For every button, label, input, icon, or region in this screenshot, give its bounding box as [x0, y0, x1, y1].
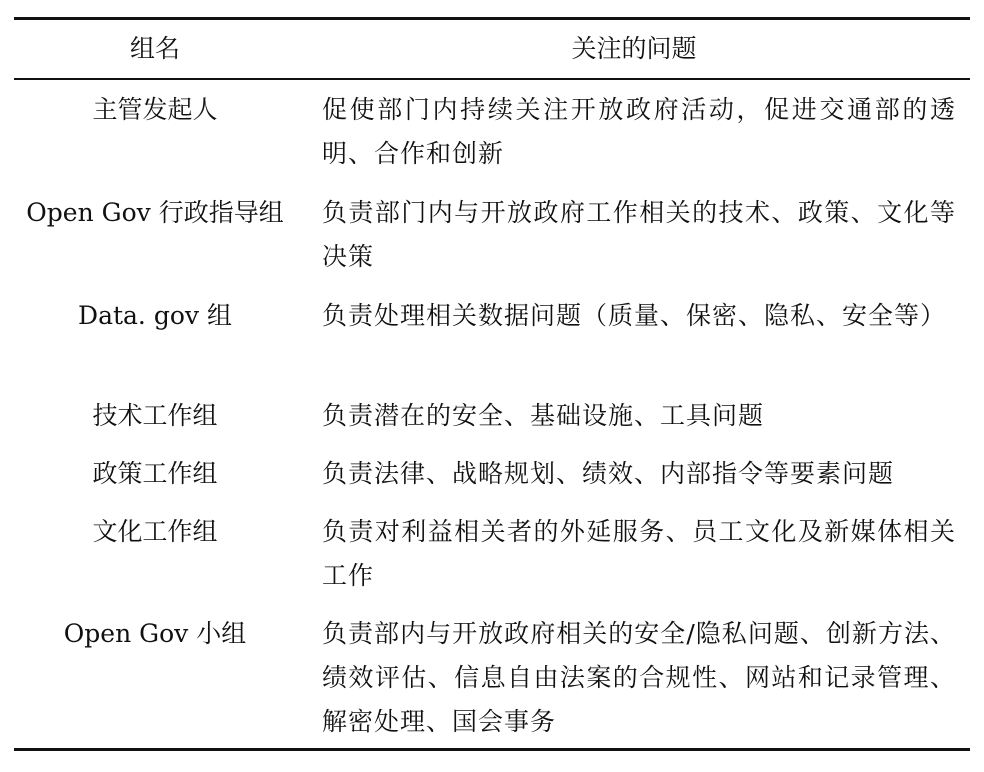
focus-issue-cell: 负责部内与开放政府相关的安全/隐私问题、创新方法、绩效评估、信息自由法案的合规性、网站和记录管理、解密处理、国会事务	[322, 619, 956, 736]
group-name-cell: 主管发起人	[92, 95, 218, 124]
focus-issue-cell: 负责对利益相关者的外延服务、员工文化及新媒体相关工作	[322, 517, 956, 590]
table-header-rule	[14, 78, 970, 80]
group-name-cell: 文化工作组	[92, 517, 218, 546]
group-name-cell: 技术工作组	[92, 401, 218, 430]
group-name-cell: Open Gov 小组	[63, 619, 247, 648]
group-name-cell: 政策工作组	[92, 459, 218, 488]
focus-issue-cell: 负责处理相关数据问题（质量、保密、隐私、安全等）	[322, 301, 947, 330]
table-top-rule	[14, 17, 970, 20]
header-focus-issues: 关注的问题	[571, 34, 697, 63]
focus-issue-cell: 负责法律、战略规划、绩效、内部指令等要素问题	[322, 459, 895, 488]
focus-issues-table	[14, 17, 970, 753]
group-name-cell: Data. gov 组	[78, 301, 232, 330]
focus-issue-cell: 负责部门内与开放政府工作相关的技术、政策、文化等决策	[322, 198, 956, 271]
header-group-name: 组名	[129, 34, 180, 63]
focus-issue-cell: 促使部门内持续关注开放政府活动，促进交通部的透明、合作和创新	[322, 95, 956, 168]
group-name-cell: Open Gov 行政指导组	[26, 198, 284, 227]
focus-issue-cell: 负责潜在的安全、基础设施、工具问题	[322, 401, 765, 430]
table-bottom-rule	[14, 748, 970, 751]
